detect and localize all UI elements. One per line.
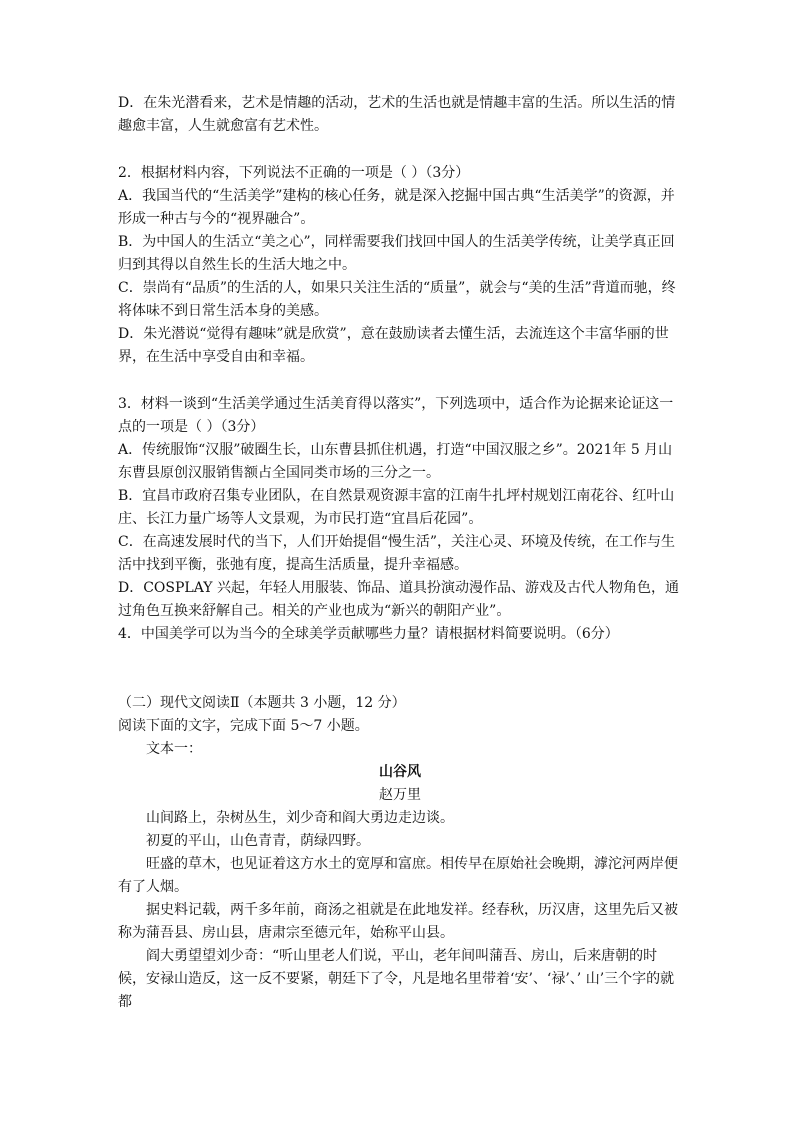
q1-option-d: D．在朱光潜看来，艺术是情趣的活动，艺术的生活也就是情趣丰富的生活。所以生活的情趣愈丰富，人生就愈富有艺术性。 <box>118 95 676 134</box>
spacer <box>118 646 682 692</box>
q2-option-b: B．为中国人的生活立“美之心”，同样需要我们找回中国人的生活美学传统，让美学真正回归到其得以自然生长的生活大地之中。 <box>118 234 675 273</box>
section-instruction: 阅读下面的文字，完成下面 5～7 小题。 <box>118 718 369 734</box>
q2-stem: 2．根据材料内容，下列说法不正确的一项是（ ）（3分） <box>118 165 470 181</box>
q3-option-a: A．传统服饰“汉服”破圈生长，山东曹县抓住机遇，打造“中国汉服之乡”。2021年 5 月山东曹县原创汉服销售额占全国同类市场的三分之一。 <box>118 442 673 481</box>
story-title: 山谷风 <box>379 764 421 780</box>
story-paragraph: 据史料记载，两千多年前，商汤之祖就是在此地发祥。经春秋，历汉唐，这里先后又被称为蒲吾县、房山县，唐肃宗至德元年，始称平山县。 <box>118 902 678 941</box>
q2-option-c: C．崇尚有“品质”的生活的人，如果只关注生活的“质量”，就会与“美的生活”背道而驰，终将体味不到日常生活本身的美感。 <box>118 280 676 319</box>
q2-option-a: A．我国当代的“生活美学”建构的核心任务，就是深入挖掘中国古典“生活美学”的资源，并形成一种古与今的“视界融合”。 <box>118 188 675 227</box>
q3-option-b: B．宜昌市政府召集专业团队，在自然景观资源丰富的江南牛扎坪村规划江南花谷、红叶山庄、长江力量广场等人文景观，为市民打造“宜昌后花园”。 <box>118 488 675 527</box>
document-page <box>118 92 682 1014</box>
spacer <box>118 138 682 162</box>
q4-stem: 4．中国美学可以为当今的全球美学贡献哪些力量？请根据材料简要说明。（6分） <box>118 626 619 642</box>
story-author: 赵万里 <box>379 787 421 803</box>
q3-option-d: D．COSPLAY 兴起，年轻人用服装、饰品、道具扮演动漫作品、游戏及古代人物角色，通过角色互换来舒解自己。相关的产业也成为“新兴的朝阳产业”。 <box>118 580 679 619</box>
story-paragraph: 山间路上，杂树丛生，刘少奇和阎大勇边走边谈。 <box>146 810 454 826</box>
q3-option-c: C．在高速发展时代的当下，人们开始提倡“慢生活”，关注心灵、环境及传统，在工作与生活中找到平衡，张弛有度，提高生活质量，提升幸福感。 <box>118 534 676 573</box>
story-paragraph: 初夏的平山，山色青青，荫绿四野。 <box>146 833 370 849</box>
spacer <box>118 369 682 393</box>
section-heading: （二）现代文阅读Ⅱ（本题共 3 小题，12 分） <box>118 695 406 711</box>
story-paragraph: 旺盛的草木，也见证着这方水土的宽厚和富庶。相传早在原始社会晚期，滹沱河两岸便有了人烟。 <box>118 856 678 895</box>
story-paragraph: 阎大勇望望刘少奇：“听山里老人们说，平山，老年间叫蒲吾、房山，后来唐朝的时候，安禄山造反，这一反不要紧，朝廷下了令，凡是地名里带着‘安’、‘禄’、’ 山’三个字的就都 <box>118 948 675 1010</box>
text-label: 文本一： <box>146 741 202 757</box>
q2-option-d: D．朱光潜说“觉得有趣味”就是欣赏”，意在鼓励读者去懂生活，去流连这个丰富华丽的世界，在生活中享受自由和幸福。 <box>118 326 669 365</box>
q3-stem: 3．材料一谈到“生活美学通过生活美育得以落实”，下列选项中，适合作为论据来论证这一点的一项是（ ）（3分） <box>118 396 674 435</box>
